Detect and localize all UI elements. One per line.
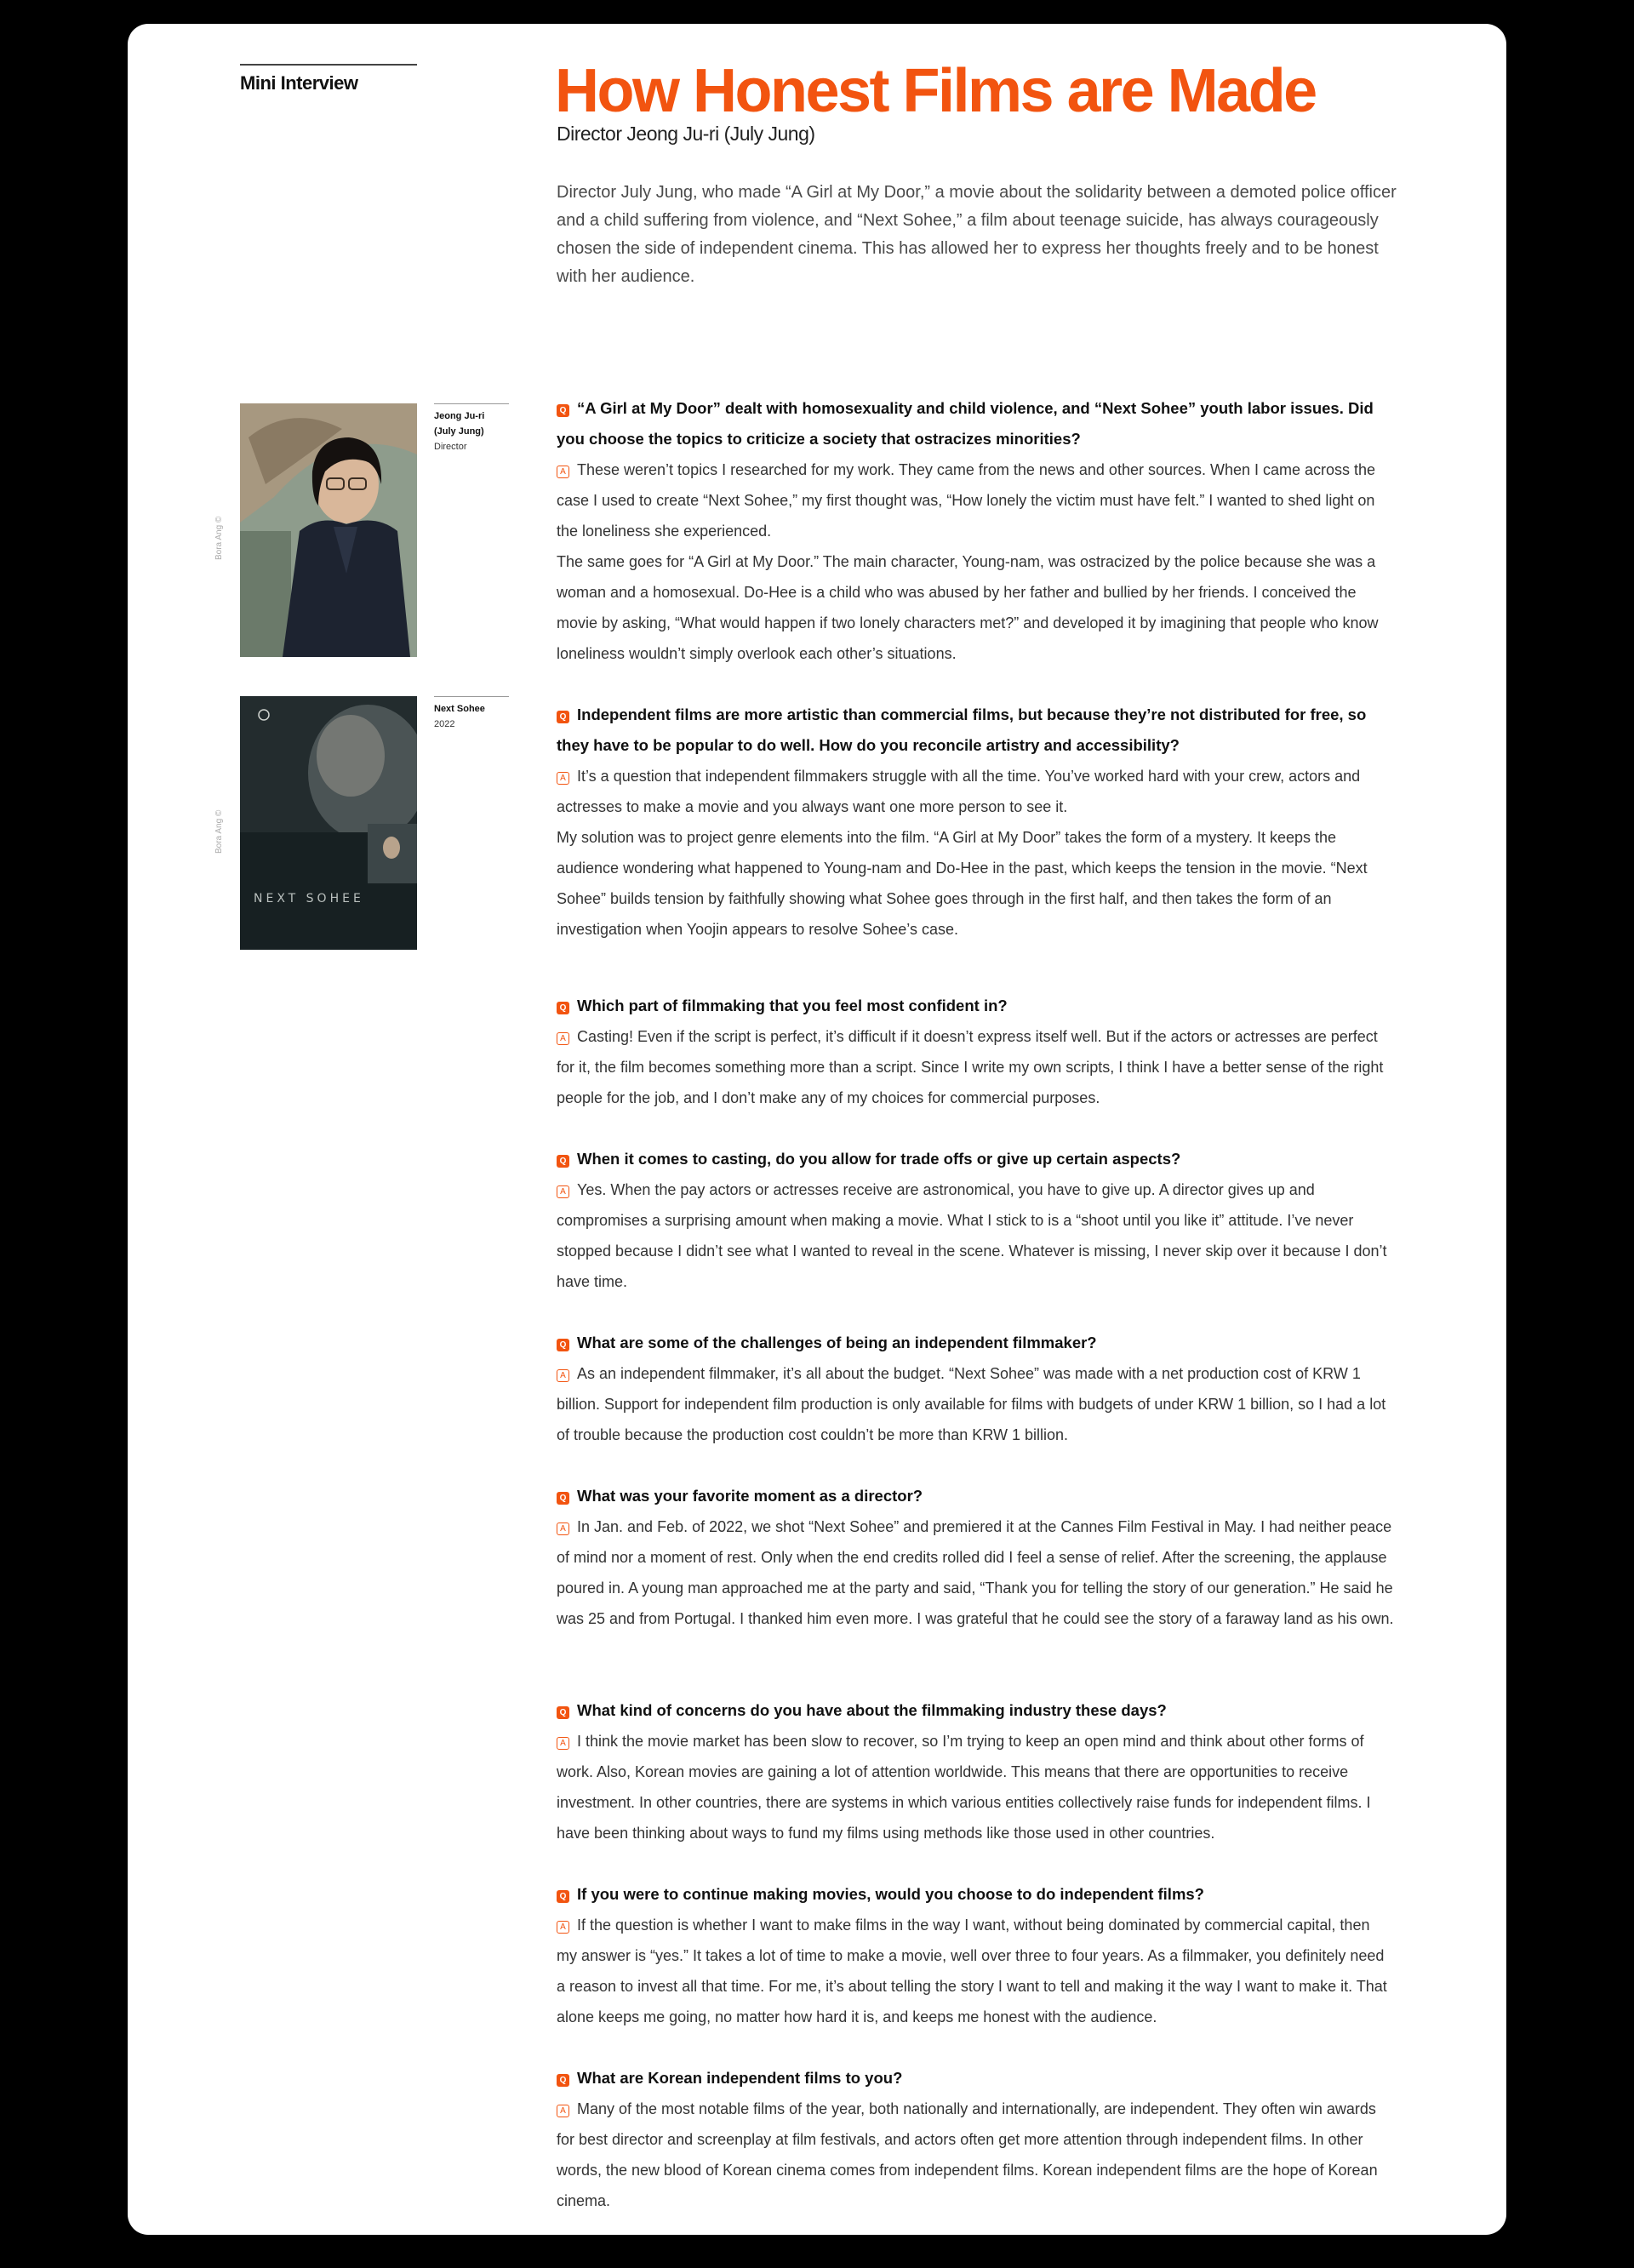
answer-badge: A [557,1737,569,1750]
answer: A In Jan. and Feb. of 2022, we shot “Next Sohee” and premiered it at the Cannes Film Festival in May. I had neither peace of mind nor a moment of rest. Only when the end credits rolled did I feel a sense of relief. After the screening, the applause poured in. A young man approached me at the party and said, “Thank you for telling the story of our generation.” He said he was 25 and from Portugal. I thanked him even more. I was grateful that he could see the story of a faraway land as his own. [557,1518,1394,1627]
answer: A Many of the most notable films of the year, both nationally and internationally, are independent. They often win awards for best director and screenplay at film festivals, and actors often get more attention through independent films. In other words, the new blood of Korean cinema comes from independent films. Korean independent films are the hope of Korean cinema. [557,2100,1378,2209]
question-badge: Q [557,1890,569,1903]
poster-title: NEXT SOHEE [254,892,364,905]
qa-block [557,1879,1394,2032]
caption-name: Next Sohee [434,704,485,714]
article-intro: Director July Jung, who made “A Girl at My Door,” a movie about the solidarity between a demoted police officer and a child suffering from violence, and “Next Sohee,” a film about teenage suicide, has always courageously chosen the side of independent cinema. This has allowed her to express her thoughts freely and to be honest with her audience. [557,183,1397,286]
qa-block [557,2063,1394,2216]
answer-badge: A [557,1369,569,1382]
question: Q What are Korean independent films to you? [557,2063,1394,2094]
answer-badge: A [557,772,569,785]
question: Q What was your favorite moment as a director? [557,1481,1394,1511]
answer: A As an independent filmmaker, it’s all about the budget. “Next Sohee” was made with a net production cost of KRW 1 billion. Support for independent film production is only available for films with budgets of under KRW 1 billion, so I had a lot of trouble because the production cost couldn’t be more than KRW 1 billion. [557,1365,1386,1443]
question-badge: Q [557,1155,569,1168]
caption-name: Jeong Ju-ri (July Jung) [434,411,485,437]
poster-illustration [240,696,417,950]
section-label: Mini Interview [240,64,417,94]
question-badge: Q [557,2074,569,2087]
next-sohee-poster [240,696,417,950]
answer-continued: The same goes for “A Girl at My Door.” The main character, Young-nam, was ostracized by the police because she was a woman and a homosexual. Do-Hee is a child who was abused by her father and bullied by her friends. I conceived the movie by asking, “What would happen if two lonely characters met?” and developed it by imagining that people who know loneliness wouldn’t simply overlook each other’s situations. [557,553,1379,662]
answer: A These weren’t topics I researched for my work. They came from the news and other sources. When I came across the case I used to create “Next Sohee,” my first thought was, “How lonely the victim must have felt.” I wanted to shed light on the loneliness she experienced. [557,461,1376,540]
qa-block [557,991,1394,1113]
question: Q Which part of filmmaking that you feel most confident in? [557,991,1394,1021]
question-badge: Q [557,711,569,723]
qa-block [557,1144,1394,1297]
answer-badge: A [557,1522,569,1535]
article-card [128,24,1506,2235]
question: Q What are some of the challenges of being an independent filmmaker? [557,1328,1394,1358]
photo-caption-director [434,403,509,454]
question-badge: Q [557,1706,569,1719]
answer-badge: A [557,1185,569,1198]
answer: A Casting! Even if the script is perfect, it’s difficult if it doesn’t express itself well. But if the actors or actresses are perfect for it, the film becomes something more than a script. Since I write my own scripts, I think I have a better sense of the right people for the job, and I don’t make any of my choices for commercial purposes. [557,1028,1384,1106]
qa-block [557,393,1394,669]
question: Q When it comes to casting, do you allow for trade offs or give up certain aspects? [557,1144,1394,1174]
question-badge: Q [557,1339,569,1351]
caption-role: 2022 [434,719,455,729]
qa-block [557,1328,1394,1450]
article-title: How Honest Films are Made [555,57,1316,125]
photo-credit: Bora Ang © [214,809,224,854]
qa-block [557,700,1394,945]
caption-role: Director [434,442,467,452]
qa-block [557,1481,1394,1634]
answer: A Yes. When the pay actors or actresses receive are astronomical, you have to give up. A director gives up and compromises a surprising amount when making a movie. What I stick to is a “shoot until you like it” attitude. I’ve never stopped because I didn’t see what I wanted to reveal in the scene. Whatever is missing, I never skip over it because I don’t have time. [557,1181,1387,1290]
question: Q “A Girl at My Door” dealt with homosexuality and child violence, and “Next Sohee” youth labor issues. Did you choose the topics to criticize a society that ostracizes minorities? [557,399,1374,448]
photo-credit: Bora Ang © [214,516,224,560]
answer-continued: My solution was to project genre elements into the film. “A Girl at My Door” takes the form of a mystery. It keeps the audience wondering what happened to Young-nam and Do-Hee in the past, which keeps the tension in the movie. “Next Sohee” builds tension by faithfully showing what Sohee goes through in the first half, and then takes the form of an investigation when Yoojin appears to resolve Sohee’s case. [557,829,1368,938]
question-badge: Q [557,404,569,417]
qa-block [557,1695,1394,1848]
answer: A It’s a question that independent filmmakers struggle with all the time. You’ve worked hard with your crew, actors and actresses to make a movie and you always want one more person to see it. [557,768,1361,815]
answer: A If the question is whether I want to make films in the way I want, without being dominated by commercial capital, then my answer is “yes.” It takes a lot of time to make a movie, well over three to four years. As a filmmaker, you definitely need a reason to invest all that time. For me, it’s about telling the story I want to tell and making it the way I want to make it. That alone keeps me going, no matter how hard it is, and keeps me honest with the audience. [557,1917,1387,2025]
question: Q Independent films are more artistic than commercial films, but because they’re not distributed for free, so they have to be popular to do well. How do you reconcile artistry and accessibility? [557,706,1367,754]
director-portrait-illustration [240,403,417,657]
photo-caption-film [434,696,509,732]
question: Q If you were to continue making movies, would you choose to do independent films? [557,1879,1394,1910]
article-subtitle: Director Jeong Ju-ri (July Jung) [557,123,815,145]
answer-badge: A [557,1032,569,1045]
question: Q What kind of concerns do you have about the filmmaking industry these days? [557,1695,1394,1726]
answer: A I think the movie market has been slow to recover, so I’m trying to keep an open mind and think about other forms of work. Also, Korean movies are gaining a lot of attention worldwide. This means that there are opportunities to receive investment. In other countries, there are systems in which various entities collectively raise funds for independent films. I have been thinking about ways to fund my films using methods like those used in other countries. [557,1733,1371,1842]
answer-badge: A [557,466,569,478]
director-portrait-photo [240,403,417,657]
question-badge: Q [557,1002,569,1014]
answer-badge: A [557,1921,569,1934]
question-badge: Q [557,1492,569,1505]
answer-badge: A [557,2105,569,2117]
